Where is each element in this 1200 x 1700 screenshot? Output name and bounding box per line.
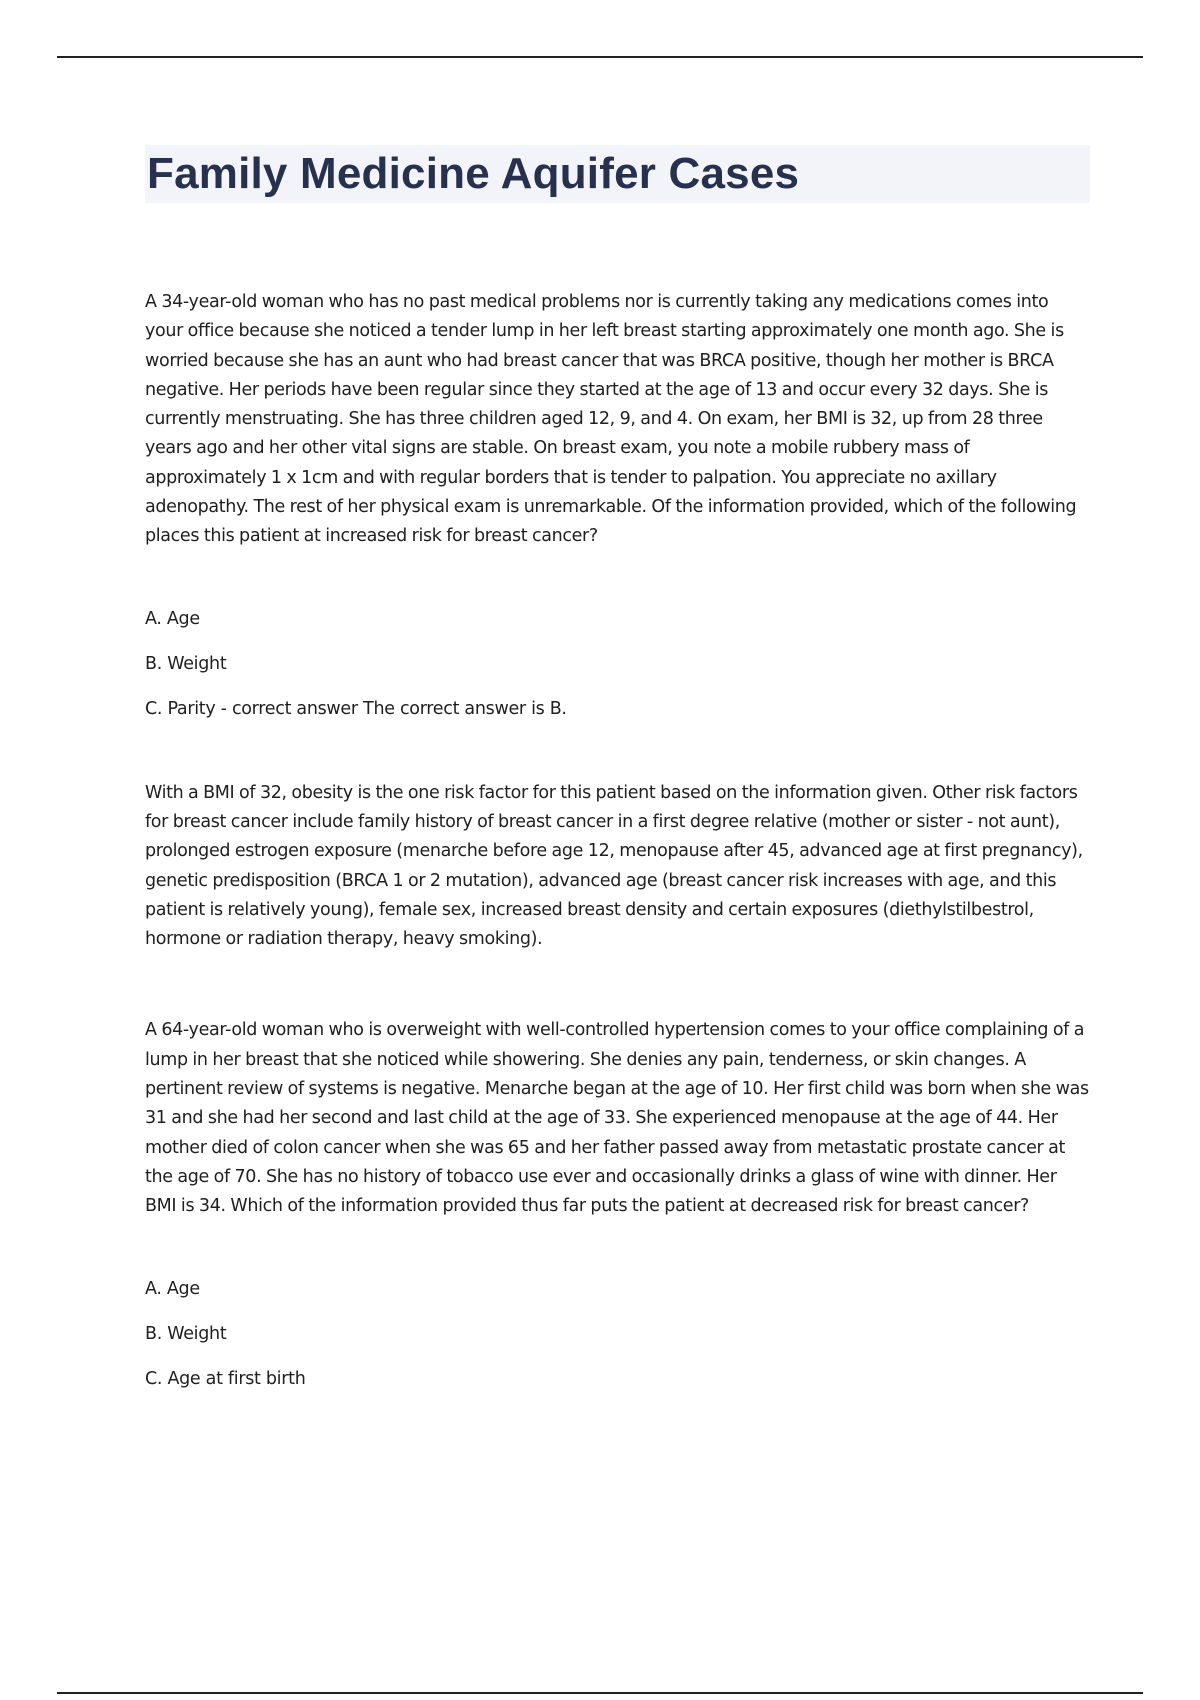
case1-option-c: C. Parity - correct answer The correct answer is B. <box>145 698 567 719</box>
title-banner <box>145 145 1090 203</box>
case1-options <box>145 606 1090 723</box>
case1-option-b: B. Weight <box>145 653 227 674</box>
bottom-divider <box>57 1692 1143 1694</box>
case2-option-a: A. Age <box>145 1278 200 1299</box>
document-title: Family Medicine Aquifer Cases <box>147 149 800 198</box>
top-divider <box>57 56 1143 58</box>
document-body <box>145 145 1090 1411</box>
case2-option-b: B. Weight <box>145 1323 227 1344</box>
case1-option-a: A. Age <box>145 608 200 629</box>
case2-option-c: C. Age at first birth <box>145 1368 306 1389</box>
case2-question: A 64-year-old woman who is overweight with well-controlled hypertension comes to your office complaining of a lump in her breast that she noticed while showering. She denies any pain, tenderness, or skin changes. A pertinent review of systems is negative. Menarche began at the age of 10. Her first child was born when she was 31 and she had her second and last child at the age of 33. She experienced menopause at the age of 44. Her mother died of colon cancer when she was 65 and her father passed away from metastatic prostate cancer at the age of 70. She has no history of tobacco use ever and occasionally drinks a glass of wine with dinner. Her BMI is 34. Which of the information provided thus far puts the patient at decreased risk for breast cancer? <box>145 1020 1089 1217</box>
case2-options <box>145 1276 1090 1393</box>
case1-explanation: With a BMI of 32, obesity is the one risk factor for this patient based on the information given. Other risk factors for breast cancer include family history of breast cancer in a first degree relative (mother or sister - not aunt), prolonged estrogen exposure (menarche before age 12, menopause after 45, advanced age at first pregnancy), genetic predisposition (BRCA 1 or 2 mutation), advanced age (breast cancer risk increases with age, and this patient is relatively young), female sex, increased breast density and certain exposures (diethylstilbestrol, hormone or radiation therapy, heavy smoking). <box>145 782 1083 950</box>
case1-question: A 34-year-old woman who has no past medical problems nor is currently taking any medications comes into your office because she noticed a tender lump in her left breast starting approximately one month ago. She is worried because she has an aunt who had breast cancer that was BRCA positive, though her mother is BRCA negative. Her periods have been regular since they started at the age of 13 and occur every 32 days. She is currently menstruating. She has three children aged 12, 9, and 4. On exam, her BMI is 32, up from 28 three years ago and her other vital signs are stable. On breast exam, you note a mobile rubbery mass of approximately 1 x 1cm and with regular borders that is tender to palpation. You appreciate no axillary adenopathy. The rest of her physical exam is unremarkable. Of the information provided, which of the following places this patient at increased risk for breast cancer? <box>145 292 1077 547</box>
